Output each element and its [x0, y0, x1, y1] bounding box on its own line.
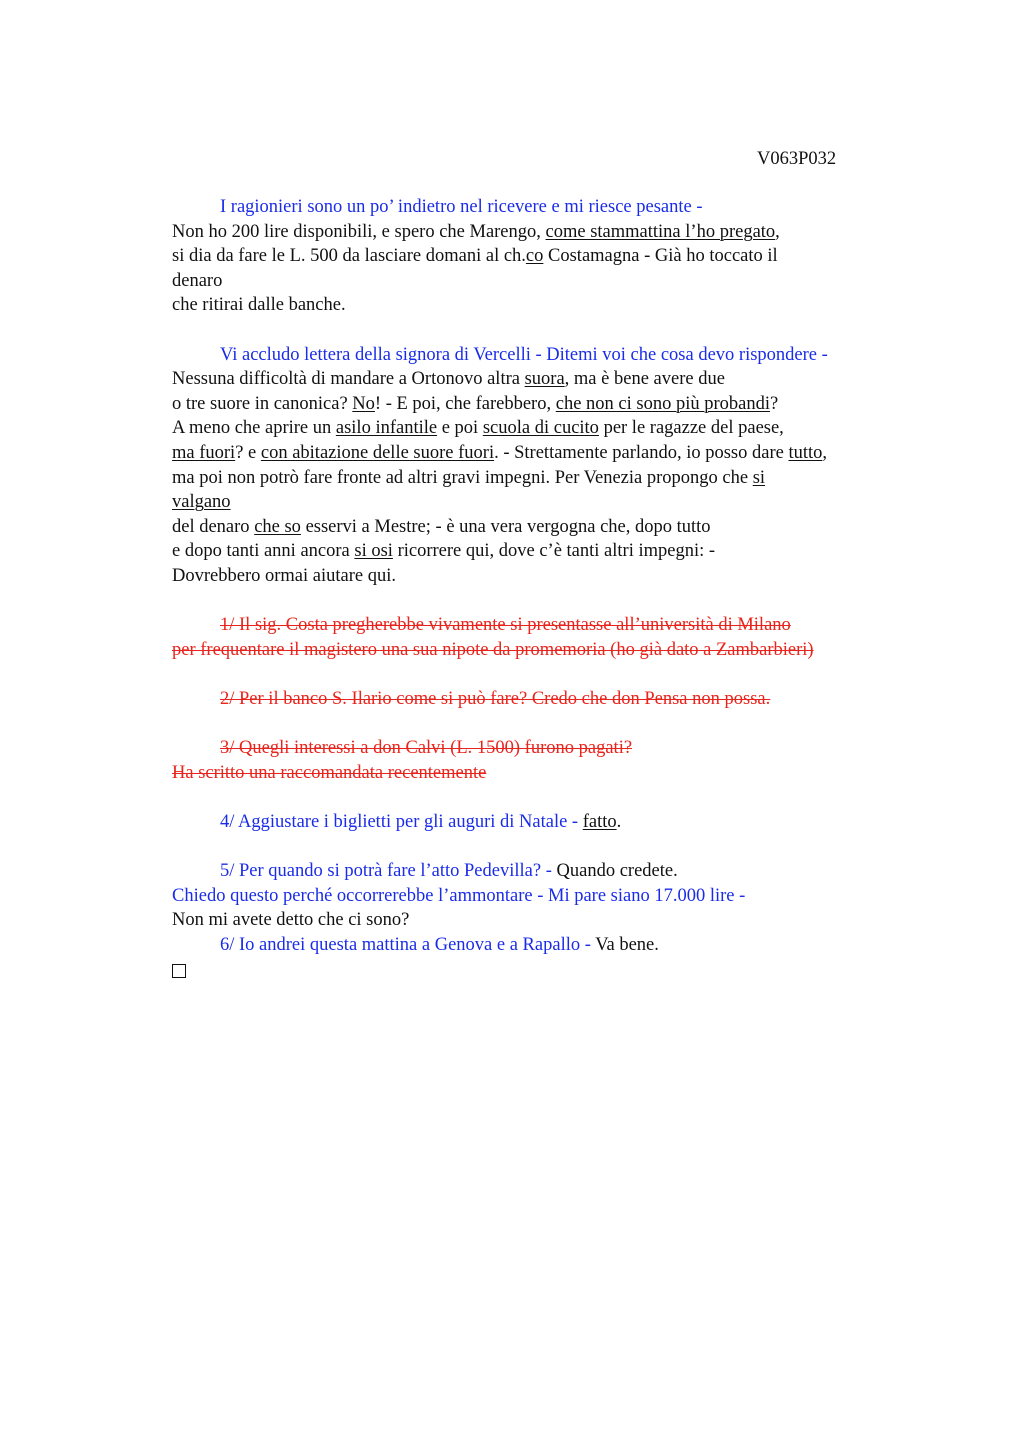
- item-4: 4/ Aggiustare i biglietti per gli auguri di Natale - fatto.: [220, 811, 622, 832]
- reply-line: e dopo tanti anni ancora si osi ricorrere qui, dove c’è tanti altri impegni: -: [172, 541, 716, 562]
- reply-line: del denaro che so esservi a Mestre; - è una vera vergogna che, dopo tutto: [172, 516, 711, 537]
- reply-line: si dia da fare le L. 500 da lasciare domani al ch.co Costamagna - Già ho toccato il: [172, 246, 778, 267]
- item-5-reply-cont: Non mi avete detto che ci sono?: [172, 910, 410, 931]
- reply-line: A meno che aprire un asilo infantile e poi scuola di cucito per le ragazze del paese,: [172, 418, 784, 439]
- struck-item-3-cont: Ha scritto una raccomandata recentemente: [172, 762, 487, 783]
- question-line: I ragionieri sono un po’ indietro nel ricevere e mi riesce pesante -: [220, 197, 703, 217]
- end-marker: [172, 957, 912, 986]
- reply-line: ma fuori? e con abitazione delle suore fuori. - Strettamente parlando, io posso dare tutto,: [172, 442, 828, 463]
- item-6: 6/ Io andrei questa mattina a Genova e a Rapallo - Va bene.: [220, 934, 659, 955]
- square-icon: [172, 964, 186, 978]
- reply-line: valgano: [172, 492, 231, 513]
- struck-item-3: 3/ Quegli interessi a don Calvi (L. 1500) furono pagati?: [220, 738, 633, 759]
- reply-line: o tre suore in canonica? No! - E poi, che farebbero, che non ci sono più probandi?: [172, 393, 779, 414]
- item-5: 5/ Per quando si potrà fare l’atto Pedevilla? - Quando credete.: [220, 861, 678, 882]
- item-5-question-cont: Chiedo questo perché occorrerebbe l’ammontare - Mi pare siano 17.000 lire -: [172, 885, 746, 906]
- document-id: V063P032: [757, 149, 837, 169]
- reply-line: Nessuna difficoltà di mandare a Ortonovo altra suora, ma è bene avere due: [172, 369, 725, 390]
- struck-item-1: 1/ Il sig. Costa pregherebbe vivamente si presentasse all’università di Milano: [220, 615, 791, 636]
- question-line: Vi accludo lettera della signora di Vercelli - Ditemi voi che cosa devo rispondere -: [220, 344, 828, 365]
- reply-line: Non ho 200 lire disponibili, e spero che Marengo, come stammattina l’ho pregato,: [172, 221, 780, 242]
- letter-body: [172, 195, 912, 986]
- reply-line: che ritirai dalle banche.: [172, 295, 346, 316]
- reply-line: ma poi non potrò fare fronte ad altri gravi impegni. Per Venezia propongo che si: [172, 467, 766, 488]
- struck-item-2: 2/ Per il banco S. Ilario come si può fare? Credo che don Pensa non possa.: [220, 688, 771, 709]
- reply-line: Dovrebbero ormai aiutare qui.: [172, 565, 396, 586]
- struck-item-1-cont: per frequentare il magistero una sua nipote da promemoria (ho già dato a Zambarbieri): [172, 639, 814, 660]
- reply-line: denaro: [172, 270, 223, 291]
